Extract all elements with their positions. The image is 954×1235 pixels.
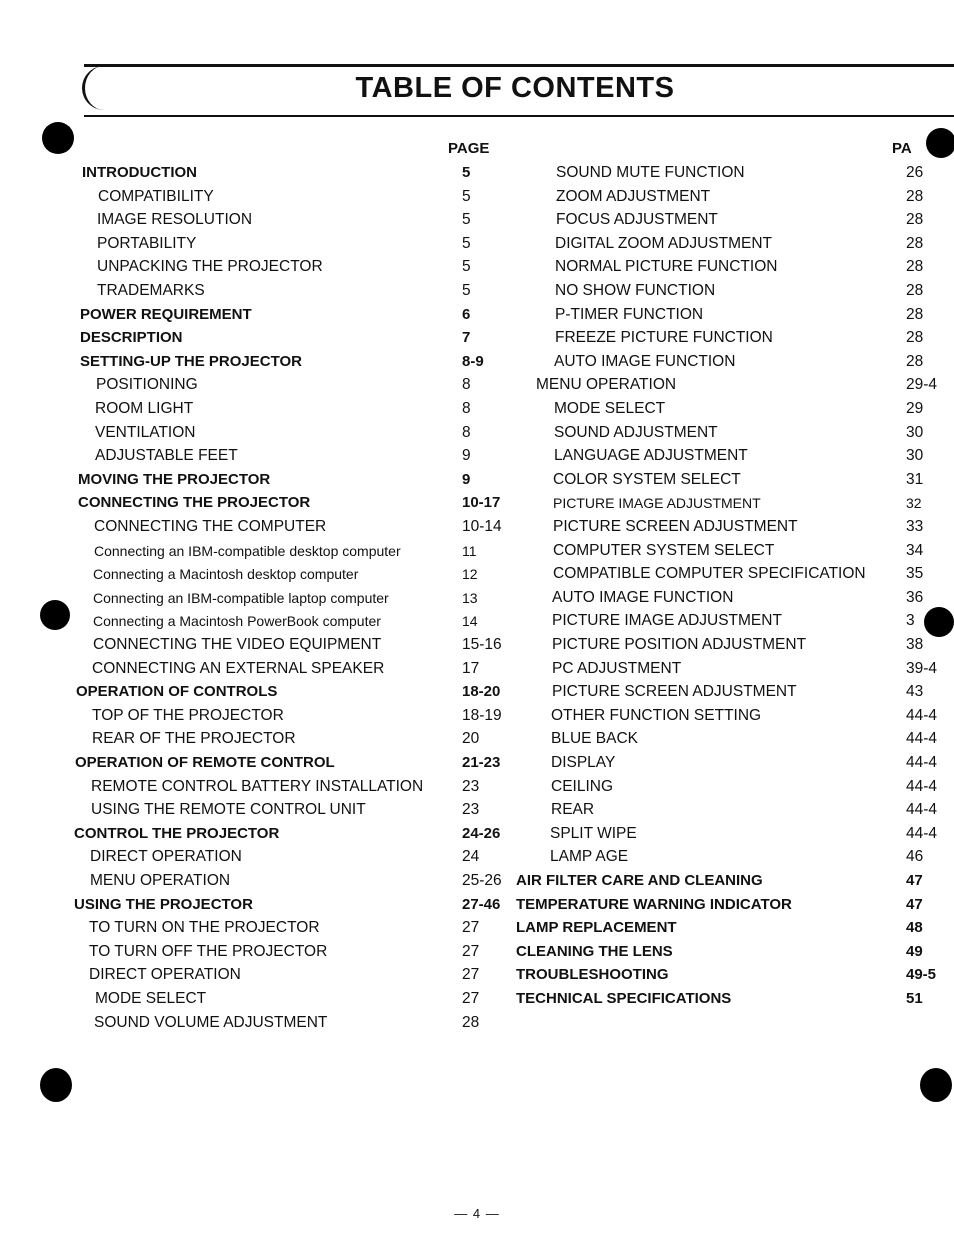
toc-entry-label: MENU OPERATION: [90, 872, 231, 889]
toc-entry-page: 47: [906, 872, 923, 889]
toc-entry-page: 3: [906, 612, 915, 630]
toc-entry-page: 27: [462, 919, 480, 937]
toc-entry-label: TRADEMARKS: [97, 282, 205, 299]
toc-entry-page: 39-4: [906, 659, 938, 677]
toc-entry-label: PORTABILITY: [97, 234, 197, 252]
toc-entry-page: 27: [462, 966, 480, 984]
toc-entry-label: SOUND ADJUSTMENT: [554, 423, 718, 441]
toc-entry-label: COMPUTER SYSTEM SELECT: [553, 541, 775, 559]
toc-entry-label: CONNECTING AN EXTERNAL SPEAKER: [92, 659, 385, 677]
toc-entry-label: CEILING: [551, 777, 614, 795]
toc-entry-label: CLEANING THE LENS: [516, 942, 673, 960]
page-column-header-left: PAGE: [448, 140, 490, 157]
toc-entry-label: PICTURE IMAGE ADJUSTMENT: [552, 612, 782, 630]
punch-hole-mid-left: [40, 600, 70, 630]
toc-entry-page: 21-23: [462, 754, 501, 771]
toc-entry-label: SOUND VOLUME ADJUSTMENT: [94, 1013, 328, 1031]
toc-entry-page: 23: [462, 801, 480, 819]
toc-entry-label: OPERATION OF CONTROLS: [76, 683, 278, 701]
toc-entry-label: PICTURE SCREEN ADJUSTMENT: [552, 683, 797, 701]
toc-entry-page: 9: [462, 470, 471, 488]
toc-entry-label: COLOR SYSTEM SELECT: [553, 470, 741, 488]
punch-hole-bottom-left: [40, 1068, 72, 1102]
toc-entry-page: 34: [906, 541, 924, 559]
toc-entry-page: 20: [462, 730, 480, 748]
toc-entry-label: POWER REQUIREMENT: [80, 305, 252, 323]
toc-entry-label: Connecting a Macintosh PowerBook computer: [93, 613, 381, 630]
toc-entry-label: PICTURE IMAGE ADJUSTMENT: [553, 495, 761, 512]
page-number: — 4 —: [454, 1206, 500, 1221]
toc-entry-label: COMPATIBILITY: [98, 187, 214, 205]
toc-entry-label: TEMPERATURE WARNING INDICATOR: [516, 895, 792, 913]
toc-entry-page: 36: [906, 588, 924, 606]
toc-entry-label: REMOTE CONTROL BATTERY INSTALLATION: [91, 777, 424, 795]
toc-entry-page: 5: [462, 211, 471, 229]
toc-entry-label: CONNECTING THE VIDEO EQUIPMENT: [93, 636, 382, 653]
toc-entry-page: 44-4: [906, 754, 938, 771]
toc-entry-page: 33: [906, 518, 924, 535]
toc-entry-label: IMAGE RESOLUTION: [97, 211, 253, 229]
toc-entry-page: 46: [906, 848, 924, 866]
toc-entry-label: PICTURE SCREEN ADJUSTMENT: [553, 518, 798, 535]
toc-entry-page: 15-16: [462, 636, 502, 653]
toc-entry-label: CONTROL THE PROJECTOR: [74, 824, 280, 842]
toc-entry-page: 49-5: [906, 966, 937, 984]
toc-entry-page: 10-14: [462, 518, 502, 535]
toc-entry-label: AUTO IMAGE FUNCTION: [552, 588, 734, 606]
toc-entry-page: 8: [462, 400, 471, 417]
toc-entry-label: INTRODUCTION: [82, 164, 197, 181]
toc-entry-label: AIR FILTER CARE AND CLEANING: [516, 872, 763, 889]
toc-entry-page: 28: [906, 282, 924, 299]
toc-entry-label: Connecting a Macintosh desktop computer: [93, 566, 359, 583]
toc-entry-label: NO SHOW FUNCTION: [555, 282, 716, 299]
toc-entry-page: 44-4: [906, 730, 938, 748]
toc-entry-page: 32: [906, 495, 922, 512]
toc-entry-label: MENU OPERATION: [536, 376, 677, 394]
toc-entry-label: BLUE BACK: [551, 730, 639, 748]
toc-entry-label: NORMAL PICTURE FUNCTION: [555, 258, 778, 276]
toc-entry-label: ADJUSTABLE FEET: [95, 447, 238, 465]
toc-entry-page: 26: [906, 164, 924, 181]
toc-entry-page: 28: [906, 187, 924, 205]
toc-entry-page: 17: [462, 659, 480, 677]
punch-hole-bottom-right: [920, 1068, 952, 1102]
toc-entry-label: ZOOM ADJUSTMENT: [556, 187, 711, 205]
toc-entry-page: 18-19: [462, 706, 502, 724]
toc-entry-page: 28: [906, 211, 924, 229]
toc-entry-page: 44-4: [906, 824, 938, 842]
toc-entry-page: 28: [906, 258, 924, 276]
toc-entry-label: MODE SELECT: [95, 990, 207, 1007]
toc-entry-label: P-TIMER FUNCTION: [555, 305, 704, 323]
toc-entry-page: 28: [906, 352, 924, 370]
toc-entry-label: TOP OF THE PROJECTOR: [92, 706, 284, 724]
toc-entry-page: 5: [462, 234, 471, 252]
toc-entry-label: DIRECT OPERATION: [89, 966, 241, 984]
toc-entry-page: 5: [462, 187, 471, 205]
toc-entry-page: 27-46: [462, 895, 501, 913]
toc-entry-label: SETTING-UP THE PROJECTOR: [80, 352, 302, 370]
toc-entry-label: UNPACKING THE PROJECTOR: [97, 258, 323, 276]
toc-entry-label: REAR: [551, 801, 595, 819]
toc-entry-label: MODE SELECT: [554, 400, 666, 417]
toc-entry-page: 24: [462, 848, 480, 866]
toc-entry-page: 31: [906, 470, 924, 488]
toc-entry-page: 8: [462, 376, 471, 394]
toc-entry-page: 6: [462, 305, 471, 323]
toc-entry-page: 24-26: [462, 824, 501, 842]
toc-entry-label: OPERATION OF REMOTE CONTROL: [75, 754, 335, 771]
toc-entry-page: 51: [906, 990, 923, 1007]
toc-entry-page: 27: [462, 990, 480, 1007]
toc-entry-label: FREEZE PICTURE FUNCTION: [555, 329, 773, 347]
toc-entry-page: 28: [906, 234, 924, 252]
page-title: TABLE OF CONTENTS: [355, 72, 675, 104]
toc-entry-page: 13: [462, 589, 478, 606]
page-column-header-right: PA: [892, 140, 912, 157]
toc-entry-label: SPLIT WIPE: [550, 824, 637, 842]
toc-entry-page: 49: [906, 942, 923, 960]
toc-entry-label: TECHNICAL SPECIFICATIONS: [516, 990, 732, 1007]
toc-entry-page: 7: [462, 329, 471, 347]
toc-entry-page: 29: [906, 400, 924, 417]
toc-entry-label: DISPLAY: [551, 754, 616, 771]
toc-entry-page: 28: [462, 1013, 480, 1031]
toc-entry-label: DIGITAL ZOOM ADJUSTMENT: [555, 234, 773, 252]
toc-entry-page: 18-20: [462, 683, 501, 701]
toc-entry-page: 8-9: [462, 352, 484, 370]
toc-entry-page: 5: [462, 258, 471, 276]
toc-entry-page: 47: [906, 895, 923, 913]
toc-entry-page: 30: [906, 447, 924, 465]
punch-hole-mid-right: [924, 607, 954, 637]
toc-entry-page: 38: [906, 636, 924, 653]
toc-entry-label: TO TURN OFF THE PROJECTOR: [89, 942, 328, 960]
toc-entry-label: Connecting an IBM-compatible laptop computer: [93, 589, 389, 606]
punch-hole-top-right: [926, 128, 954, 158]
toc-entry-label: CONNECTING THE COMPUTER: [94, 518, 327, 535]
toc-entry-page: 28: [906, 305, 924, 323]
toc-entry-page: 10-17: [462, 494, 501, 512]
toc-entry-page: 43: [906, 683, 924, 701]
toc-entry-label: AUTO IMAGE FUNCTION: [554, 352, 736, 370]
toc-entry-page: 44-4: [906, 801, 938, 819]
toc-entry-label: ROOM LIGHT: [95, 400, 194, 417]
toc-entry-page: 9: [462, 447, 471, 465]
toc-entry-page: 14: [462, 613, 478, 630]
toc-entry-page: 11: [462, 542, 477, 559]
toc-entry-page: 12: [462, 566, 478, 583]
toc-entry-label: COMPATIBLE COMPUTER SPECIFICATION: [553, 565, 866, 583]
punch-hole-top-left: [42, 122, 74, 154]
toc-entry-label: MOVING THE PROJECTOR: [78, 470, 271, 488]
toc-entry-page: 25-26: [462, 872, 502, 889]
toc-entry-label: FOCUS ADJUSTMENT: [556, 211, 718, 229]
toc-entry-page: 23: [462, 777, 480, 795]
toc-entry-page: 48: [906, 919, 923, 937]
toc-entry-label: LAMP REPLACEMENT: [516, 919, 677, 937]
toc-entry-page: 27: [462, 942, 480, 960]
toc-entry-page: 8: [462, 423, 471, 441]
toc-entry-label: OTHER FUNCTION SETTING: [551, 706, 762, 724]
toc-entry-page: 44-4: [906, 706, 938, 724]
toc-entry-label: PICTURE POSITION ADJUSTMENT: [552, 636, 807, 653]
toc-entry-page: 30: [906, 423, 924, 441]
toc-entry-label: DIRECT OPERATION: [90, 848, 242, 866]
toc-entry-label: POSITIONING: [96, 376, 198, 394]
toc-entry-label: CONNECTING THE PROJECTOR: [78, 494, 311, 512]
toc-entry-page: 5: [462, 282, 471, 299]
toc-entry-label: VENTILATION: [95, 423, 196, 441]
toc-entry-label: TROUBLESHOOTING: [516, 966, 669, 984]
toc-entry-page: 35: [906, 565, 924, 583]
toc-entry-label: USING THE PROJECTOR: [74, 895, 253, 913]
toc-entry-label: Connecting an IBM-compatible desktop computer: [94, 542, 401, 559]
toc-entry-label: TO TURN ON THE PROJECTOR: [89, 919, 320, 937]
toc-entry-page: 28: [906, 329, 924, 347]
toc-entry-page: 29-4: [906, 376, 938, 394]
toc-entry-label: SOUND MUTE FUNCTION: [556, 164, 745, 181]
toc-entry-label: REAR OF THE PROJECTOR: [92, 730, 296, 748]
toc-entry-label: LANGUAGE ADJUSTMENT: [554, 447, 748, 465]
toc-entry-label: DESCRIPTION: [80, 329, 183, 347]
toc-entry-label: LAMP AGE: [550, 848, 629, 866]
toc-entry-page: 44-4: [906, 777, 938, 795]
toc-entry-label: PC ADJUSTMENT: [552, 659, 682, 677]
toc-entry-page: 5: [462, 164, 471, 181]
toc-entry-label: USING THE REMOTE CONTROL UNIT: [91, 801, 366, 819]
